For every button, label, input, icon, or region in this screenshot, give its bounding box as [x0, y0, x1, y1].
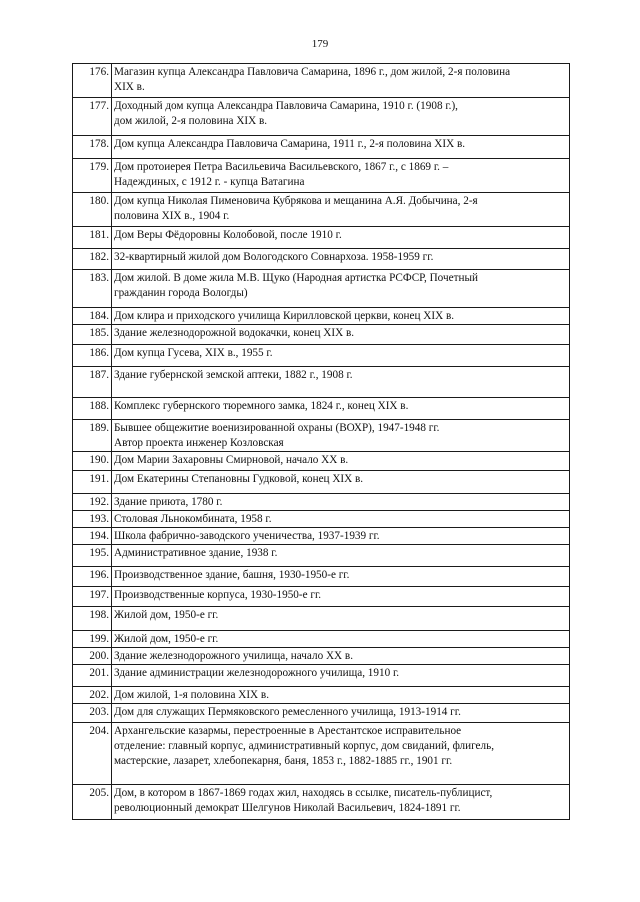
row-number: 194.	[73, 528, 112, 545]
object-description	[112, 471, 570, 494]
row-number: 192.	[73, 494, 112, 511]
row-number: 188.	[73, 398, 112, 420]
object-description	[112, 723, 570, 785]
description-line: Здание администрации железнодорожного училища, 1910 г.	[114, 667, 400, 679]
table-row	[73, 528, 570, 545]
description-line: Производственные корпуса, 1930-1950-е гг.	[114, 589, 322, 601]
description-line: Дом купца Николая Пименовича Кубрякова и мещанина А.Я. Добычина, 2-я	[114, 195, 478, 207]
table-row	[73, 785, 570, 820]
table-row	[73, 64, 570, 98]
row-number: 181.	[73, 227, 112, 249]
object-description	[112, 270, 570, 308]
heritage-registry-table	[72, 63, 570, 820]
object-description	[112, 98, 570, 136]
row-number: 177.	[73, 98, 112, 136]
table-row	[73, 687, 570, 704]
table-row	[73, 325, 570, 345]
description-line: Дом купца Александра Павловича Самарина, 1911 г., 2-я половина XIX в.	[114, 138, 466, 150]
object-description	[112, 607, 570, 631]
object-description	[112, 587, 570, 607]
table-row	[73, 420, 570, 452]
row-number: 203.	[73, 704, 112, 723]
description-line: Дом протоиерея Петра Васильевича Васильевского, 1867 г., с 1869 г. –	[114, 161, 449, 173]
description-line: гражданин города Вологды)	[114, 287, 248, 299]
description-line: Школа фабрично-заводского ученичества, 1937-1939 гг.	[114, 530, 380, 542]
row-number: 200.	[73, 648, 112, 665]
object-description	[112, 398, 570, 420]
description-line: 32-квартирный жилой дом Вологодского Совнархоза. 1958-1959 гг.	[114, 251, 434, 263]
row-number: 191.	[73, 471, 112, 494]
table-row	[73, 648, 570, 665]
row-number: 189.	[73, 420, 112, 452]
description-line: Дом купца Гусева, XIX в., 1955 г.	[114, 347, 273, 359]
description-line: отделение: главный корпус, административный корпус, дом свиданий, флигель,	[114, 740, 494, 752]
table-row	[73, 631, 570, 648]
description-line: Магазин купца Александра Павловича Самарина, 1896 г., дом жилой, 2-я половина	[114, 66, 511, 78]
row-number: 190.	[73, 452, 112, 471]
table-row	[73, 227, 570, 249]
row-number: 178.	[73, 136, 112, 159]
object-description	[112, 528, 570, 545]
row-number: 176.	[73, 64, 112, 98]
description-line: Дом, в котором в 1867-1869 годах жил, находясь в ссылке, писатель-публицист,	[114, 787, 493, 799]
description-line: Здание железнодорожной водокачки, конец XIX в.	[114, 327, 355, 339]
description-line: Здание приюта, 1780 г.	[114, 496, 223, 508]
table-row	[73, 704, 570, 723]
description-line: Дом Веры Фёдоровны Колобовой, после 1910 г.	[114, 229, 342, 241]
table-row	[73, 607, 570, 631]
row-number: 202.	[73, 687, 112, 704]
page-number: 179	[311, 38, 329, 50]
table-row	[73, 136, 570, 159]
object-description	[112, 345, 570, 367]
object-description	[112, 511, 570, 528]
row-number: 199.	[73, 631, 112, 648]
object-description	[112, 704, 570, 723]
object-description	[112, 648, 570, 665]
description-line: половина XIX в., 1904 г.	[114, 210, 230, 222]
object-description	[112, 665, 570, 687]
table-row	[73, 367, 570, 398]
object-description	[112, 325, 570, 345]
row-number: 186.	[73, 345, 112, 367]
row-number: 196.	[73, 567, 112, 587]
row-number: 204.	[73, 723, 112, 785]
table-row	[73, 98, 570, 136]
row-number: 201.	[73, 665, 112, 687]
row-number: 185.	[73, 325, 112, 345]
table-row	[73, 345, 570, 367]
object-description	[112, 785, 570, 820]
row-number: 183.	[73, 270, 112, 308]
object-description	[112, 159, 570, 193]
description-line: Жилой дом, 1950-е гг.	[114, 609, 219, 621]
table-row	[73, 249, 570, 270]
object-description	[112, 249, 570, 270]
row-number: 193.	[73, 511, 112, 528]
description-line: Доходный дом купца Александра Павловича Самарина, 1910 г. (1908 г.),	[114, 100, 458, 112]
object-description	[112, 545, 570, 567]
description-line: Дом жилой. В доме жила М.В. Щуко (Народная артистка РСФСР, Почетный	[114, 272, 478, 284]
description-line: Дом Екатерины Степановны Гудковой, конец XIX в.	[114, 473, 364, 485]
description-line: Бывшее общежитие военизированной охраны (ВОХР), 1947-1948 гг.	[114, 422, 440, 434]
object-description	[112, 494, 570, 511]
description-line: Производственное здание, башня, 1930-1950-е гг.	[114, 569, 350, 581]
object-description	[112, 567, 570, 587]
table-row	[73, 159, 570, 193]
description-line: Жилой дом, 1950-е гг.	[114, 633, 219, 645]
description-line: Надеждиных, с 1912 г. - купца Ватагина	[114, 176, 305, 188]
row-number: 197.	[73, 587, 112, 607]
object-description	[112, 136, 570, 159]
description-line: Архангельские казармы, перестроенные в Арестантское исправительное	[114, 725, 462, 737]
row-number: 205.	[73, 785, 112, 820]
description-line: Административное здание, 1938 г.	[114, 547, 278, 559]
table-row	[73, 270, 570, 308]
table-row	[73, 665, 570, 687]
row-number: 182.	[73, 249, 112, 270]
table-row	[73, 723, 570, 785]
description-line: Дом Марии Захаровны Смирновой, начало XX в.	[114, 454, 349, 466]
description-line: Комплекс губернского тюремного замка, 1824 г., конец XIX в.	[114, 400, 409, 412]
table-row	[73, 494, 570, 511]
object-description	[112, 64, 570, 98]
description-line: Дом клира и приходского училища Кирилловской церкви, конец XIX в.	[114, 310, 455, 322]
row-number: 179.	[73, 159, 112, 193]
table-row	[73, 567, 570, 587]
description-line: Дом для служащих Пермяковского ремесленного училища, 1913-1914 гг.	[114, 706, 461, 718]
object-description	[112, 367, 570, 398]
row-number: 187.	[73, 367, 112, 398]
description-line: Здание губернской земской аптеки, 1882 г., 1908 г.	[114, 369, 353, 381]
description-line: Столовая Льнокомбината, 1958 г.	[114, 513, 272, 525]
row-number: 198.	[73, 607, 112, 631]
table-body	[73, 64, 570, 820]
table-row	[73, 452, 570, 471]
table-row	[73, 398, 570, 420]
object-description	[112, 687, 570, 704]
table-row	[73, 308, 570, 325]
row-number: 184.	[73, 308, 112, 325]
description-line: Автор проекта инженер Козловская	[114, 437, 284, 449]
table-row	[73, 511, 570, 528]
description-line: Дом жилой, 1-я половина XIX в.	[114, 689, 270, 701]
description-line: XIX в.	[114, 81, 145, 93]
description-line: революционный демократ Шелгунов Николай Васильевич, 1824-1891 гг.	[114, 802, 461, 814]
table-row	[73, 471, 570, 494]
object-description	[112, 452, 570, 471]
description-line: дом жилой, 2-я половина XIX в.	[114, 115, 268, 127]
object-description	[112, 193, 570, 227]
table-row	[73, 193, 570, 227]
description-line: мастерские, лазарет, хлебопекарня, баня, 1853 г., 1882-1885 гг., 1901 гг.	[114, 755, 453, 767]
object-description	[112, 308, 570, 325]
object-description	[112, 227, 570, 249]
table-row	[73, 545, 570, 567]
table-row	[73, 587, 570, 607]
row-number: 180.	[73, 193, 112, 227]
object-description	[112, 420, 570, 452]
description-line: Здание железнодорожного училища, начало XX в.	[114, 650, 353, 662]
object-description	[112, 631, 570, 648]
row-number: 195.	[73, 545, 112, 567]
